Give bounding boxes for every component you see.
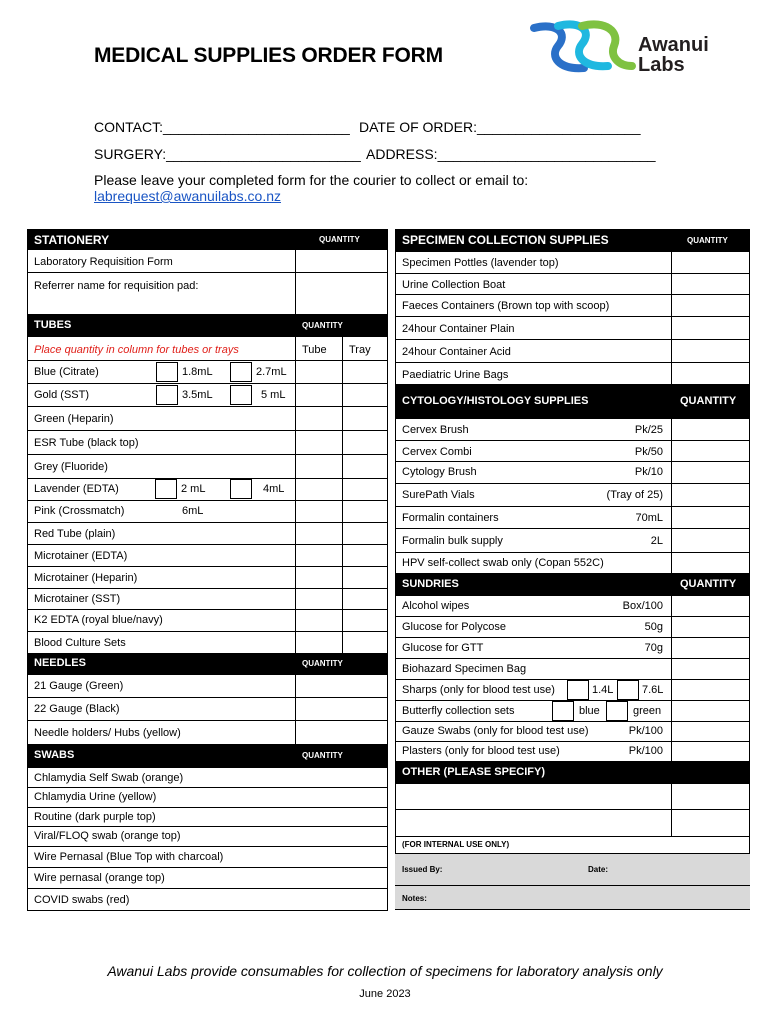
list-item: Wire pernasal (orange top) <box>27 867 388 888</box>
other-input-row[interactable] <box>395 783 750 809</box>
qty-checkbox[interactable] <box>567 680 589 700</box>
table-row: Grey (Fluoride) <box>27 454 388 478</box>
list-item: Chlamydia Urine (yellow) <box>27 787 388 807</box>
tubes-note-row: Place quantity in column for tubes or trays Tube Tray <box>27 336 388 360</box>
table-row: Pink (Crossmatch) 6mL <box>27 500 388 522</box>
table-row: K2 EDTA (royal blue/navy) <box>27 609 388 631</box>
list-item: COVID swabs (red) <box>27 888 388 911</box>
qty-checkbox[interactable] <box>155 479 177 499</box>
footer-date: June 2023 <box>359 988 411 1000</box>
list-item: 24hour Container Acid <box>395 339 750 362</box>
qty-checkbox[interactable] <box>230 362 252 382</box>
internal-issued-row[interactable]: Issued By: Date: <box>395 853 750 885</box>
qty-checkbox[interactable] <box>230 479 252 499</box>
qty-checkbox[interactable] <box>606 701 628 721</box>
sundries-header: SUNDRIES QUANTITY <box>395 573 750 595</box>
table-row: Cervex Brush Pk/25 <box>395 418 750 440</box>
contact-field[interactable]: CONTACT:________________________ <box>94 119 350 135</box>
list-item: Routine (dark purple top) <box>27 807 388 826</box>
qty-checkbox[interactable] <box>156 385 178 405</box>
instructions: Please leave your completed form for the courier to collect or email to: <box>94 172 529 188</box>
list-item: Laboratory Requisition Form <box>27 249 388 272</box>
list-item: Paediatric Urine Bags <box>395 362 750 384</box>
qty-checkbox[interactable] <box>156 362 178 382</box>
list-item: Referrer name for requisition pad: <box>27 272 388 314</box>
table-row: Gold (SST) 3.5mL 5 mL <box>27 383 388 406</box>
cytology-header: CYTOLOGY/HISTOLOGY SUPPLIES QUANTITY <box>395 384 750 418</box>
internal-header: (FOR INTERNAL USE ONLY) <box>395 836 750 853</box>
list-item: Chlamydia Self Swab (orange) <box>27 767 388 787</box>
surgery-field[interactable]: SURGERY:_________________________ <box>94 146 361 162</box>
left-column <box>27 229 388 911</box>
tubes-header: TUBES QUANTITY <box>27 314 388 336</box>
list-item: Wire Pernasal (Blue Top with charcoal) <box>27 846 388 867</box>
qty-checkbox[interactable] <box>230 385 252 405</box>
internal-notes-row[interactable]: Notes: <box>395 885 750 909</box>
right-column <box>395 229 750 910</box>
list-item: 22 Gauge (Black) <box>27 697 388 720</box>
brand-name-2: Labs <box>638 54 685 76</box>
table-row: ESR Tube (black top) <box>27 430 388 454</box>
table-row: Blue (Citrate) 1.8mL 2.7mL <box>27 360 388 383</box>
list-item: Urine Collection Boat <box>395 273 750 294</box>
table-row: Glucose for GTT 70g <box>395 637 750 658</box>
table-row: Glucose for Polycose 50g <box>395 616 750 637</box>
date-field[interactable]: DATE OF ORDER:_____________________ <box>359 119 641 135</box>
table-row: SurePath Vials (Tray of 25) <box>395 483 750 506</box>
table-row: Butterfly collection sets blue green <box>395 700 750 721</box>
table-row: Plasters (only for blood test use) Pk/100 <box>395 741 750 761</box>
table-row: Alcohol wipes Box/100 <box>395 595 750 616</box>
table-row: Blood Culture Sets <box>27 631 388 653</box>
other-header: OTHER (PLEASE SPECIFY) <box>395 761 750 783</box>
qty-checkbox[interactable] <box>552 701 574 721</box>
table-row: Lavender (EDTA) 2 mL 4mL <box>27 478 388 500</box>
table-row: HPV self-collect swab only (Copan 552C) <box>395 552 750 573</box>
list-item: Needle holders/ Hubs (yellow) <box>27 720 388 744</box>
table-row: Red Tube (plain) <box>27 522 388 544</box>
table-row: Cervex Combi Pk/50 <box>395 440 750 461</box>
list-item: 21 Gauge (Green) <box>27 674 388 697</box>
table-row: Microtainer (EDTA) <box>27 544 388 566</box>
address-field[interactable]: ADDRESS:____________________________ <box>366 146 656 162</box>
table-row: Sharps (only for blood test use) 1.4L 7.6L <box>395 679 750 700</box>
list-item: 24hour Container Plain <box>395 316 750 339</box>
table-row: Microtainer (SST) <box>27 588 388 609</box>
table-row: Formalin containers 70mL <box>395 506 750 528</box>
table-row: Microtainer (Heparin) <box>27 566 388 588</box>
table-row: Cytology Brush Pk/10 <box>395 461 750 483</box>
list-item: Viral/FLOQ swab (orange top) <box>27 826 388 846</box>
table-row: Formalin bulk supply 2L <box>395 528 750 552</box>
swabs-header: SWABS QUANTITY <box>27 744 388 767</box>
stationery-header: STATIONERY QUANTITY <box>27 229 388 249</box>
table-row: Green (Heparin) <box>27 406 388 430</box>
qty-checkbox[interactable] <box>617 680 639 700</box>
table-row: Biohazard Specimen Bag <box>395 658 750 679</box>
table-row: Gauze Swabs (only for blood test use) Pk/100 <box>395 721 750 741</box>
page-title: MEDICAL SUPPLIES ORDER FORM <box>94 44 443 67</box>
email-link[interactable]: labrequest@awanuilabs.co.nz <box>94 188 281 204</box>
other-input-row[interactable] <box>395 809 750 836</box>
list-item: Specimen Pottles (lavender top) <box>395 251 750 273</box>
needles-header: NEEDLES QUANTITY <box>27 653 388 674</box>
footer-tagline: Awanui Labs provide consumables for collection of specimens for laboratory analysis only <box>107 963 663 979</box>
list-item: Faeces Containers (Brown top with scoop) <box>395 294 750 316</box>
brand-name: Awanui <box>638 34 709 56</box>
specimen-header: SPECIMEN COLLECTION SUPPLIES QUANTITY <box>395 229 750 251</box>
